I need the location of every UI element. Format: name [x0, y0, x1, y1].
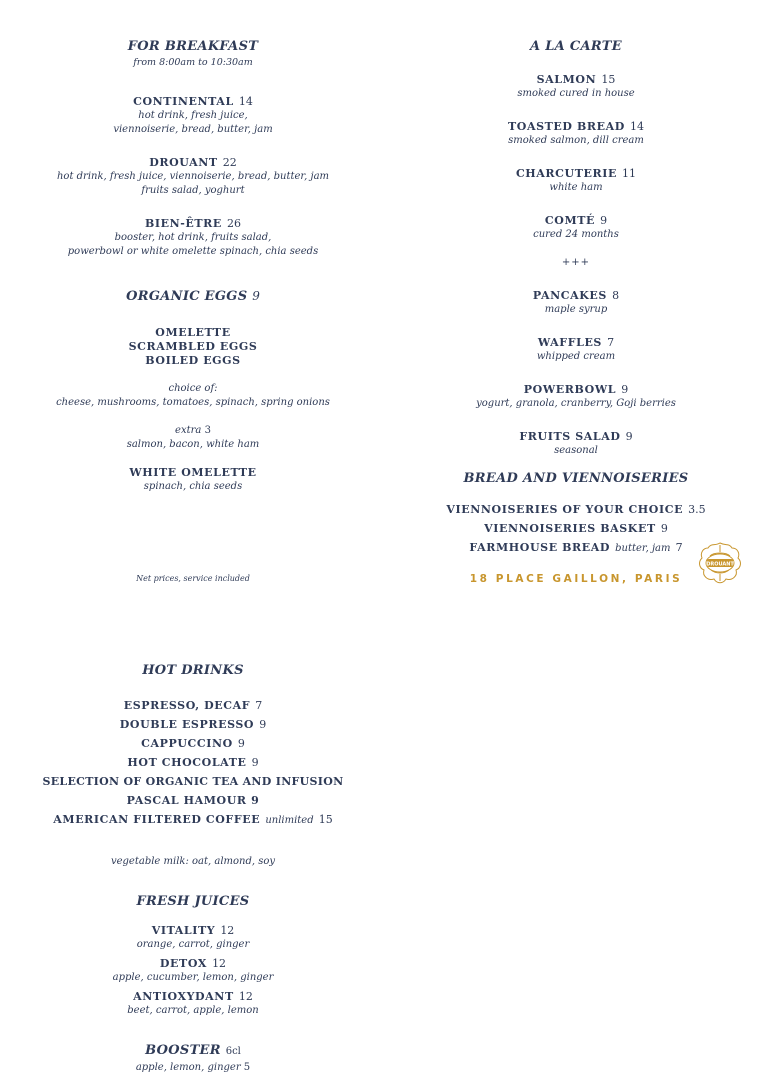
drink-item: DOUBLE ESPRESSO 9 — [119, 718, 267, 731]
alacarte-title: A LA CARTE — [530, 39, 622, 54]
booster-desc: apple, lemon, ginger 5 — [135, 1062, 251, 1073]
eggs-price: 9 — [252, 289, 260, 303]
item-desc: hot drink, fresh juice, viennoiserie, bread, butter, jam — [56, 171, 330, 182]
drink-item: PASCAL HAMOUR 9 — [126, 794, 260, 807]
item-desc: fruits salad, yoghurt — [141, 185, 245, 196]
menu-item-bien-etre — [40, 212, 346, 259]
egg-option: SCRAMBLED EGGS — [128, 340, 258, 353]
menu-item-toasted-bread: TOASTED BREAD 14 smoked salmon, dill cream — [508, 120, 644, 146]
item-price: 22 — [222, 156, 237, 169]
milk-note: vegetable milk: oat, almond, soy — [110, 856, 276, 867]
booster-title: BOOSTER 6cl — [145, 1043, 241, 1058]
juice-item: ANTIOXYDANT 12 beet, carrot, apple, lemon — [127, 990, 259, 1016]
choice-label: choice of: — [168, 383, 218, 394]
item-desc: powerbowl or white omelette spinach, chia seeds — [67, 246, 319, 257]
item-desc: hot drink, fresh juice, — [138, 110, 248, 121]
divider-ornament: +++ — [561, 257, 591, 268]
breakfast-title: FOR BREAKFAST — [127, 39, 259, 54]
drink-item: HOT CHOCOLATE 9 — [127, 756, 259, 769]
menu-item-pancakes: PANCAKES 8 maple syrup — [532, 289, 620, 315]
extra-line: extra 3 — [175, 425, 211, 436]
item-name: CONTINENTAL — [133, 95, 234, 108]
address: 18 PLACE GAILLON, PARIS — [469, 573, 683, 585]
hot-drinks-title: HOT DRINKS — [142, 663, 244, 678]
egg-option: BOILED EGGS — [145, 354, 241, 367]
choice-list: cheese, mushrooms, tomatoes, spinach, spring onions — [56, 397, 330, 408]
menu-item-salmon: SALMON 15 smoked cured in house — [517, 73, 635, 99]
drink-item: CAPPUCCINO 9 — [141, 737, 245, 750]
menu-item-fruits-salad: FRUITS SALAD 9 seasonal — [519, 430, 633, 456]
drinks-column — [40, 662, 346, 1075]
menu-item-charcuterie: CHARCUTERIE 11 white ham — [515, 167, 637, 193]
footnote: Net prices, service included — [136, 574, 250, 583]
menu-item-waffles: WAFFLES 7 whipped cream — [536, 336, 616, 362]
menu-item-continental — [40, 90, 346, 137]
item-price: 26 — [227, 217, 242, 230]
breakfast-hours: from 8:00am to 10:30am — [133, 57, 253, 68]
alacarte-column — [440, 38, 712, 555]
eggs-title: ORGANIC EGGS 9 — [126, 289, 260, 304]
item-name: BIEN-ÊTRE — [144, 217, 222, 230]
drink-item: AMERICAN FILTERED COFFEE unlimited 15 — [53, 813, 333, 826]
item-name: DROUANT — [149, 156, 218, 169]
breakfast-column — [40, 38, 346, 494]
drink-item: SELECTION OF ORGANIC TEA AND INFUSION — [42, 775, 344, 788]
drouant-logo-icon — [696, 540, 744, 586]
juice-item: VITALITY 12 orange, carrot, ginger — [136, 924, 250, 950]
item-desc: viennoiserie, bread, butter, jam — [113, 124, 273, 135]
extra-list: salmon, bacon, white ham — [126, 439, 260, 450]
juice-item: DETOX 12 apple, cucumber, lemon, ginger — [112, 957, 274, 983]
white-omelette-name: WHITE OMELETTE — [129, 466, 257, 479]
menu-item-comte: COMTÉ 9 cured 24 months — [533, 214, 619, 240]
item-price: 14 — [238, 95, 253, 108]
logo-text: DROUANT — [706, 561, 734, 568]
menu-item-powerbowl: POWERBOWL 9 yogurt, granola, cranberry, Goji berries — [476, 383, 676, 409]
juices-title: FRESH JUICES — [136, 894, 250, 909]
menu-item-farmhouse-bread: FARMHOUSE BREAD butter, jam 7 — [469, 541, 683, 554]
white-omelette-desc: spinach, chia seeds — [143, 481, 243, 492]
item-desc: booster, hot drink, fruits salad, — [114, 232, 272, 243]
egg-option: OMELETTE — [155, 326, 231, 339]
menu-item-drouant — [40, 151, 346, 198]
bread-title: BREAD AND VIENNOISERIES — [463, 471, 689, 486]
drink-item: ESPRESSO, DECAF 7 — [123, 699, 263, 712]
menu-item-viennoiseries-basket: VIENNOISERIES BASKET 9 — [484, 522, 668, 535]
menu-item-viennoiseries-choice: VIENNOISERIES OF YOUR CHOICE 3.5 — [446, 503, 706, 516]
booster-size: 6cl — [225, 1046, 241, 1057]
